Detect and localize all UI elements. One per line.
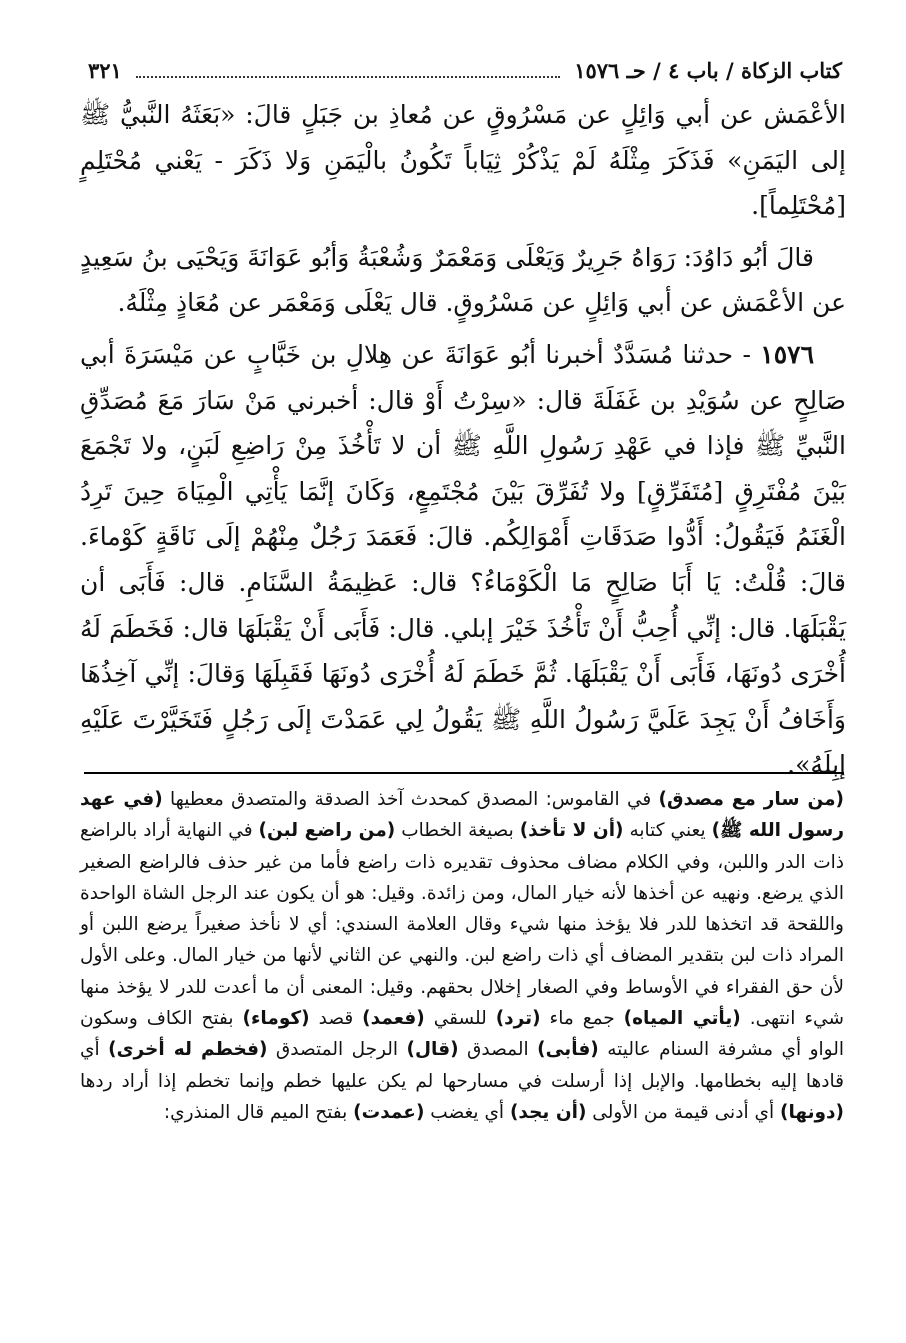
note-term: (عمدت) — [353, 1101, 425, 1123]
note-text: بصيغة الخطاب — [395, 820, 520, 842]
note-text: أي أدنى قيمة من الأولى — [586, 1101, 780, 1123]
header-dot-leader — [136, 62, 560, 78]
note-term: (فخطم له أخرى) — [108, 1039, 268, 1061]
note-text: للسقي — [424, 1008, 496, 1030]
note-term: (يأتي المياه) — [623, 1008, 741, 1030]
note-term: (من سار مع مصدق) — [658, 789, 845, 810]
note-term: (من راضع لبن) — [258, 820, 396, 842]
footnote-divider — [84, 772, 844, 774]
hadith-paragraph — [80, 332, 846, 788]
hadith-number: ١٥٧٦ — [760, 339, 814, 369]
commentary-paragraph — [80, 784, 844, 1128]
note-term: (فأبى) — [537, 1039, 599, 1061]
main-paragraph-1: الأعْمَش عن أبي وَائِلٍ عن مَسْرُوقٍ عن مُعاذِ بن جَبَلٍ قالَ: «بَعَثَهُ النَّبيُّ ﷺ إلى اليَمَنِ» فَذَكَرَ مِثْلَهُ لَمْ يَذْكُرْ ثِيَاباً تَكُونُ بالْيَمَنِ وَلا ذَكَرَ - يَعْني مُحْتَلِمٍ [مُحْتَلِماً]. — [80, 100, 846, 221]
note-term: (أن يجد) — [509, 1101, 587, 1123]
note-text: في النهاية أراد بالراضع ذات الدر واللبن، وفي الكلام مضاف محذوف تقديره ذات راضع فأما من غير حذف فالراضع الصغير الذي يرضع. ونهيه عن أخذها لأنه خيار المال، ومن زائدة. وقيل: هو أن يكون عند الرجل الشاة الواحدة واللقحة قد اتخذها للدر فلا يؤخذ منها شيء وقال العلامة السندي: أي لا نأخذ صغيراً يرضع اللبن أو المراد ذات لبن بتقدير المضاف أي ذات راضع لبن. والنهي عن الثاني لأنها من خيار المال. وعلى الأول لأن حق الفقراء في الأوساط وفي الصغار إخلال بحقهم. وقيل: المعنى أن ما أعدت للدر لا يؤخذ منها شيء انتهى. — [80, 820, 844, 1030]
note-term: (ترد) — [495, 1008, 541, 1030]
note-text: جمع ماء — [540, 1008, 624, 1030]
note-text: قصد — [309, 1008, 363, 1030]
note-term: (في عهد رسول الله ﷺ) — [80, 789, 845, 842]
note-text: أي قادها إليه بخطامها. والإبل إذا أرسلت في مسارحها لم يكن عليها خطم وإنما تخطم إذا أراد ردها — [80, 1039, 844, 1092]
note-text: أي يغضب — [424, 1101, 510, 1123]
commentary-notes — [80, 784, 844, 1128]
note-text: بفتح الميم قال المنذري: — [163, 1101, 354, 1123]
note-term: (فعمد) — [362, 1008, 425, 1030]
note-term: (قال) — [406, 1039, 459, 1061]
page-number: ٣٢١ — [88, 57, 122, 83]
note-term: (كوماء) — [242, 1008, 310, 1030]
note-text: الرجل المتصدق — [267, 1039, 407, 1061]
main-text — [80, 92, 846, 788]
page-header — [88, 52, 842, 88]
running-title: كتاب الزكاة / باب ٤ / حـ ١٥٧٦ — [574, 57, 842, 83]
note-text: في القاموس: المصدق كمحدث آخذ الصدقة والمتصدق معطيها — [162, 789, 659, 810]
note-term: (أن لا تأخذ) — [519, 820, 624, 842]
hadith-text: - حدثنا مُسَدَّدٌ أخبرنا أبُو عَوَانَةَ عن هِلالِ بن خَبَّابٍ عن مَيْسَرَةَ أبي صَالِحٍ عن سُوَيْدِ بن غَفَلَةَ قال: «سِرْتُ أَوْ قال: أخبرني مَنْ سَارَ مَعَ مُصَدِّقِ النَّبيِّ ﷺ فإذا في عَهْدِ رَسُولِ اللَّهِ ﷺ أن لا تَأْخُذَ مِنْ رَاضِعِ لَبَنٍ، ولا تَجْمَعَ بَيْنَ مُفْتَرِقٍ [مُتَفَرِّقٍ] ولا تُفَرِّقَ بَيْنَ مُجْتَمِعٍ، وَكَانَ إنَّمَا يَأْتِي الْمِيَاهَ حِينَ تَرِدُ الْغَنَمُ فَيَقُولُ: أَدُّوا صَدَقَاتِ أَمْوَالِكُم. قالَ: فَعَمَدَ رَجُلٌ مِنْهُمْ إلَى نَاقَةٍ كَوْماءَ. قالَ: قُلْتُ: يَا أَبَا صَالِحٍ مَا الْكَوْمَاءُ؟ قال: عَظِيمَةُ السَّنَامِ. قال: فَأَبَى أن يَقْبَلَهَا. قال: إنِّي أُحِبُّ أَنْ تَأْخُذَ خَيْرَ إبلي. قال: فَأَبَى أَنْ يَقْبَلَهَا قال: فَخَطَمَ لَهُ أُخْرَى دُونَهَا، فَأَبَى أَنْ يَقْبَلَهَا. ثُمَّ خَطَمَ لَهُ أُخْرَى دُونَهَا فَقَبِلَهَا وَقالَ: إنِّي آخِذُهَا وَأَخَافُ أَنْ يَجِدَ عَلَيَّ رَسُولُ اللَّهِ ﷺ يَقُولُ لِي عَمَدْتَ إلَى رَجُلٍ فَتَخَيَّرْتَ عَلَيْهِ إبِلَهُ». — [80, 339, 846, 780]
main-paragraph-2: قالَ أبُو دَاوُدَ: رَوَاهُ جَرِيرٌ وَيَعْلَى وَمَعْمَرٌ وَشُعْبَةُ وَأبُو عَوَانَةَ وَيَحْيَى بنُ سَعِيدٍ عن الأعْمَش عن أبي وَائِلٍ عن مَسْرُوقٍ. قال يَعْلَى وَمَعْمَر عن مُعَاذٍ مِثْلَهُ. — [80, 242, 846, 318]
note-text: المصدق — [458, 1039, 538, 1061]
note-text: يعني كتابه — [623, 820, 712, 842]
note-term: (دونها) — [779, 1101, 844, 1123]
note-text: بفتح الكاف وسكون الواو أي مشرفة السنام عاليته — [80, 1008, 844, 1061]
